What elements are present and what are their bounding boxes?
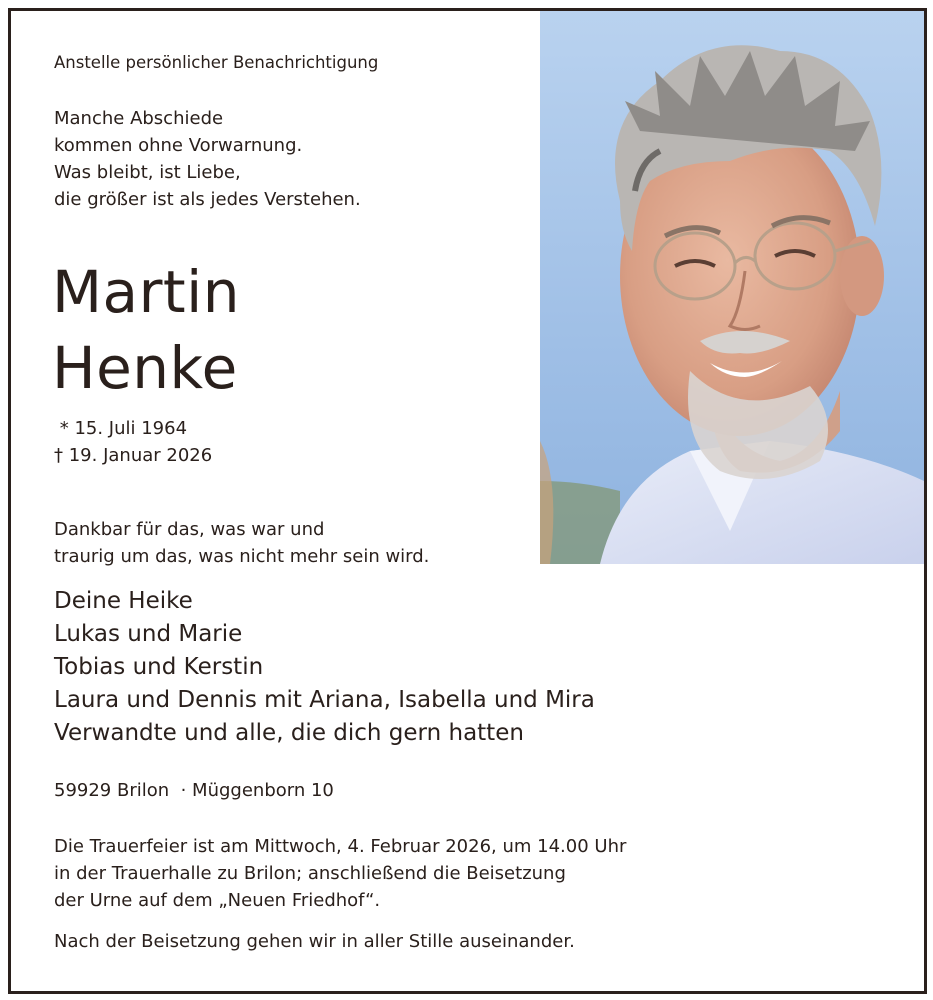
obituary-notice: [8, 8, 927, 994]
gratitude-line: Dankbar für das, was war und: [54, 519, 325, 540]
deceased-last-name: Henke: [52, 334, 238, 402]
funeral-info-line: Die Trauerfeier ist am Mittwoch, 4. Februar 2026, um 14.00 Uhr: [54, 836, 627, 857]
birth-date: * 15. Juli 1964: [54, 418, 188, 439]
mourner-line: Deine Heike: [54, 588, 193, 614]
mourner-line: Lukas und Marie: [54, 621, 243, 647]
closing-note: Nach der Beisetzung gehen wir in aller Stille auseinander.: [54, 931, 575, 952]
funeral-info-line: in der Trauerhalle zu Brilon; anschließend die Beisetzung: [54, 863, 566, 884]
funeral-info-line: der Urne auf dem „Neuen Friedhof“.: [54, 890, 381, 911]
verse-line: die größer ist als jedes Verstehen.: [54, 189, 361, 210]
verse-line: kommen ohne Vorwarnung.: [54, 135, 303, 156]
deceased-first-name: Martin: [52, 258, 241, 326]
mourner-line: Tobias und Kerstin: [54, 654, 264, 680]
gratitude-line: traurig um das, was nicht mehr sein wird.: [54, 546, 430, 567]
mourner-line: Verwandte und alle, die dich gern hatten: [54, 720, 524, 746]
portrait-photo: [540, 11, 924, 564]
death-date: † 19. Januar 2026: [54, 445, 213, 466]
mourner-line: Laura und Dennis mit Ariana, Isabella und Mira: [54, 687, 595, 713]
address: 59929 Brilon · Müggenborn 10: [54, 780, 334, 801]
notice-header: Anstelle persönlicher Benachrichtigung: [54, 53, 379, 72]
verse-line: Was bleibt, ist Liebe,: [54, 162, 241, 183]
verse-line: Manche Abschiede: [54, 108, 224, 129]
